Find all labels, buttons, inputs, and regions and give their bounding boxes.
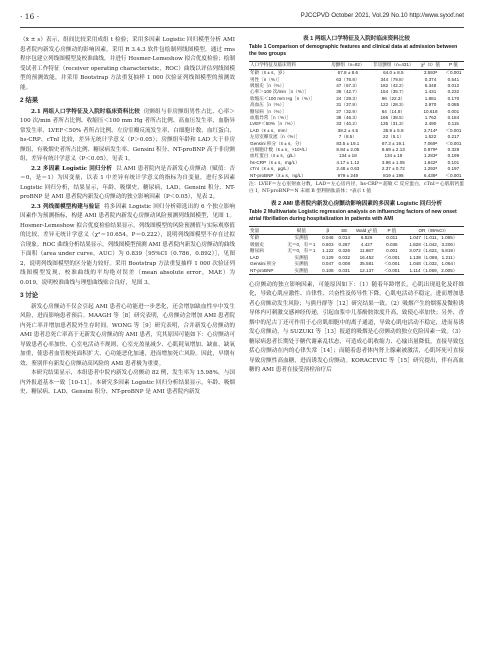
table-cell: 16.452 (359, 254, 374, 260)
table-cell: ＜0.001 (443, 173, 464, 180)
table-cell: 1.522 (424, 134, 437, 140)
table-cell: 血红蛋白（x̄ ± s，g/L） (250, 153, 299, 159)
table-cell: 1.642ᵃ (423, 159, 438, 165)
table-cell: 166（38.5） (380, 115, 407, 121)
table-cell: 134 ± 18 (338, 153, 357, 159)
table-cell: 0.108 (320, 268, 336, 275)
table-cell: 31（37.8） (336, 102, 360, 108)
table-cell: 7.069ᵃ (423, 140, 438, 146)
table-cell: 0.008 (338, 261, 350, 267)
table-cell: 2.48 ± 0.63 (336, 166, 360, 172)
table-header-cell: 房颤组（n=82） (327, 61, 368, 69)
table-cell: 实测值 (294, 261, 309, 267)
paragraph (20, 165, 235, 203)
table-cell: 白细胞计数（x̄ ± s，×10⁹/L） (250, 147, 311, 153)
table-cell: ＜0.001 (381, 268, 403, 275)
table1-caption (249, 36, 464, 59)
table1-caption-en: Table 1 Comparison of demographic features and clinical data at admission between the two groups (249, 43, 458, 58)
paragraph-text: 房颤组与非房颤组男性占比、心率＞100 次/min 者所占比例、收缩压＜100 mm Hg 者所占比例、高血压发生率、血脂异常发生率、LVEF＜50% 者所占比例、左房室瓣反流发生率、白细胞计数、血红蛋白、hs-CRP、cTnI 比较，差异无统计学意义（P＞0.05）；房颤组年龄和 LAD 大于非房颤组，有吸烟史者所占比例、糖尿病发生率、Gensini 积分、NT-proBNP 高于非房颤组，差异有统计学意义（P＜0.05），见表 1。 (20, 108, 235, 162)
table-row (249, 268, 464, 275)
table-cell: 无＝0，有＝1 (287, 248, 316, 254)
table-cell: 8.94 ± 2.05 (336, 147, 360, 153)
table-cell: 0.328 (447, 147, 460, 153)
table-cell: 高血压［n（%）］ (250, 102, 287, 108)
table-cell: cTnI（x̄ ± s，μg/L） (250, 166, 292, 172)
table-cell: 1.283ᵃ (423, 153, 438, 159)
table-cell: ＜0.001 (445, 70, 462, 76)
table-cell: 0.129 (322, 254, 334, 260)
table-cell: 38.2 ± 4.5 (337, 127, 359, 133)
table-cell: 135（31.3） (380, 121, 407, 127)
table-cell: 实测值 (283, 268, 320, 275)
table-cell: 83.5 ± 19.1 (336, 140, 360, 146)
table-cell: 67.8 ± 8.6 (337, 70, 359, 76)
table-cell: NT-proBNP（x̄ ± s，ng/L） (249, 173, 327, 180)
table-cell: 96（22.3） (381, 95, 405, 101)
paragraph: 新发心房颤动不仅会引起 AMI 患者心功能进一步恶化，还会增加缺血性卒中发生风险，进而影响患者预后。MAAGH 等［8］研究表明，心房颤动会增加 AMI 患者院内死亡率并增加患者院外生存时间。WONG 等［9］研究表明，合并新发心房颤动的 AMI 患者总死亡率高于无新发心房颤动的 AMI 患者，究其原因可能如下：心房颤动可导致患者心率加快、心室电活动不规则、心室充盈量减少、心肌耗氧增加、缺血、缺氧加重，使患者血管梗死面积扩大、心功能恶化加速，进而增加死亡风险。因此，早期有效、鉴别伴有新发心房颤动高风险的 AMI 患者极为重要。 (20, 303, 235, 367)
right-column (249, 36, 464, 376)
table-header-cell: 赋值 (283, 227, 320, 235)
table-cell: 0.032 (338, 254, 350, 260)
table-cell: 0.085 (447, 102, 460, 108)
table-cell: 0.603 (322, 241, 334, 247)
table-cell: 6.438ᵃ (418, 173, 443, 180)
table-cell: 1.828（1.042，3.206） (409, 241, 458, 247)
table-cell: Gensini 积分（x̄ ± s，分） (250, 140, 305, 146)
table-cell: 35.9 ± 5.8 (383, 127, 404, 133)
table-cell: 左房室瓣反流［n（%）］ (250, 134, 301, 140)
table-cell: ＜0.001 (445, 127, 462, 133)
table-cell: 0.184 (447, 115, 460, 121)
table1-caption-cn: 表 1 两组人口学特征及入院时临床资料比较 (303, 36, 410, 42)
table-cell: 12.137 (352, 268, 380, 275)
table-cell: hs-CRP（x̄ ± s，mg/L） (250, 159, 300, 165)
section-heading: 2 结果 (20, 97, 39, 104)
table-cell: 3.072（1.622，5.819） (409, 248, 458, 254)
table-cell: 1.762 (424, 115, 437, 121)
table-row (249, 70, 464, 77)
table-cell: 吸烟史 (250, 241, 264, 247)
table-cell: 收缩压＜100 mm Hg［n（%）］ (250, 95, 315, 101)
table-cell: 0.232 (447, 89, 460, 95)
table-header-cell: OR（95%CI） (403, 227, 464, 235)
table-cell: 1.292ᵃ (423, 166, 438, 172)
table-cell: 22（5.1） (383, 134, 404, 140)
paragraph: 本研究结果显示，本组患者中院内新发心房颤动 82 例，发生率为 15.98%，与国内外报道基本一致［10-11］。本研究多因素 Logistic 回归分析结果显示，年龄、吸烟史、糖尿病、LAD、Gensini 积分、NT-proBNP 是 AMI 患者院内新发 (20, 370, 235, 395)
table-header-cell: β (320, 227, 336, 235)
header-rule (20, 27, 464, 28)
subsection-heading: 2.1 两组人口学特征及入院时临床资料比较 (31, 108, 140, 115)
table-cell: 0.287 (338, 241, 350, 247)
table-cell: 819 ± 198 (369, 173, 419, 180)
table-cell: 6.526 (360, 235, 373, 241)
table-cell: ＜0.001 (383, 261, 400, 267)
table-cell: 0.011 (386, 235, 398, 241)
table-row (249, 173, 464, 180)
table-cell: 0.012 (447, 83, 460, 88)
table-header-cell: 人口学特征及临床资料 (249, 61, 327, 69)
paragraph-text: 以 AMI 患者院内是否新发心房颤动（赋值：否＝0，是＝1）为因变量，以表 1 中差异有统计学意义的指标为自变量，进行多因素 Logistic 回归分析，结果显示，年龄、吸烟史、糖尿病、LAD、Gensini 积分、NT-proBNP 是 AMI 患者院内新发心房颤动的独立影响因素（P＜0.05），见表 2。 (20, 165, 235, 200)
table-cell: 64.0 ± 8.5 (383, 70, 404, 76)
table-cell: 0.001 (386, 248, 398, 254)
table-cell: 3.714ᵃ (423, 127, 438, 133)
table2-caption-cn: 表 2 AMI 患者院内新发心房颤动影响因素的多因素 Logistic 回归分析 (270, 201, 443, 208)
table-cell: 0.014 (338, 235, 350, 241)
table-cell: 33（40.2） (336, 121, 360, 127)
page-number: · 16 · (20, 12, 40, 21)
table-cell: 3.593ᵃ (423, 70, 438, 76)
table-cell: 1.114（1.069，2.005） (403, 268, 464, 275)
table1-note: 注：LVEF＝左心室射血分数，LAD＝左心房内径，hs-CRP＝超敏 C 反应蛋白，cTnI＝心肌肌钙蛋白 I，NT-proBNP＝N 末端 B 型利钠肽前体；ᵃ表示 t 值 (249, 182, 464, 194)
table-cell: 979 ± 249 (327, 173, 368, 180)
left-column (20, 36, 235, 398)
subsection-heading: 2.3 列线图模型构建与验证 (31, 203, 101, 210)
journal-info: PJCCPVD October 2021, Vol.29 No.10 http://www.syxxf.net (300, 12, 464, 19)
paragraph (20, 108, 235, 165)
table-cell: 63（76.8） (336, 76, 360, 82)
table-cell: 1.122 (322, 248, 334, 254)
table-cell: 7（8.5） (338, 134, 357, 140)
table-row (249, 134, 464, 140)
table-cell: 心率＞100 次/min［n（%）］ (250, 89, 309, 95)
table-cell: ＜0.001 (445, 140, 462, 146)
table-header-cell: Wald χ² 值 (352, 227, 380, 235)
table-cell: LAD (250, 254, 259, 260)
table-cell: 0.326 (338, 248, 350, 254)
table-cell: 35.581 (359, 261, 374, 267)
table-cell: 8.69 ± 2.13 (381, 147, 405, 153)
table-cell: 2.490 (424, 121, 437, 127)
table-row (249, 102, 464, 108)
paragraph: 心房颤动的独立影响因素，可能原因如下：（1）随着年龄增长，心肌出现退化及纤维化，导致心肌应激性、自律性、兴奋性及传导性下降，心肌电活动不稳定，进而增加患者心房颤动发生风险；与熊丹群等［12］研究结果一致。（2）吸烟产生的烟雾及微粒诱导体内可刺激交感神经传递，引起血浆中儿茶酚胺浓度升高，致使心率加快；另外，香烟中的尼古丁还可作用于心房肌细胞中的离子通道，导致心肌电活动不稳定，进而易诱发心房颤动，与 SUZUKI 等［13］报道的吸烟是心房颤动的独立危险因素一致。（3）糖尿病患者长期处于糖代谢紊乱状态，可造成心肌收缩力、心输出量降低，直接导致包括心房颤动在内的心律失常［14］；而随着患者体内肾上腺素被激活，心肌坏死可直接导致房颤性高血糖，进而诱发心房颤动。KORACEVIC 等［15］研究提出，伴有高血糖的 AMI 患者在接受溶栓治疗后 (249, 281, 464, 374)
table-row (249, 121, 464, 127)
table-cell: 47（57.3） (336, 83, 360, 88)
table-row (249, 235, 464, 242)
table-cell: 0.001 (447, 108, 460, 114)
table-cell: 10.618 (423, 108, 438, 114)
table-cell: ＜0.001 (383, 254, 400, 260)
table-cell: 27（32.9） (336, 108, 360, 114)
table-cell: 0.031 (336, 268, 352, 275)
table-cell: 1.048（1.032，1.064） (409, 261, 458, 267)
table-cell: 0.217 (447, 134, 460, 140)
table-cell: 年龄（x̄ ± s，岁） (250, 70, 288, 76)
table-row (249, 89, 464, 95)
table-cell: 2.970 (424, 102, 437, 108)
table-cell: 0.199 (447, 153, 460, 159)
table-cell: 0.374 (424, 76, 437, 82)
table-cell: 67.3 ± 19.1 (381, 140, 405, 146)
table-cell: 134 ± 19 (384, 153, 403, 159)
table-header-cell: 变量 (249, 227, 283, 235)
paragraph-text: 将多因素 Logistic 回归分析筛选出的 6 个独立影响因素作为预测指标，构建 AMI 患者院内新发心房颤动风险预测列线图模型，见图 1。Hosmer-Lemeshow 拟合优度检验结果显示，列线图模型的风险预测值与实际观察值的比较，差异无统计学意义（χ²＝10.654，P＝0.222），说明列线图模型不存在过拟合现象。ROC 曲线分析结果显示，列线图模型预测 AMI 患者院内新发心房颤动的曲线下面积（area under curve，AUC）为 0.839［95%CI（0.786，0.892）］，见图 2，说明列线图模型的区分能力较好。采用 Bootstrap 方法重复抽样 1 000 次验证列线图模型发现，校准曲线的平均绝对误差（mean absolute error，MAE）为 0.019，说明校准曲线与理想曲线贴合良好，见图 3。 (20, 203, 235, 286)
table-cell: 男性［n（%）］ (250, 76, 282, 82)
paragraph: （x̄ ± s）表示，组间比较采用成组 t 检验；采用多因素 Logistic 回归模型分析 AMI 患者院内新发心房颤动的影响因素。采用 R 3.4.3 软件包绘制列线图模型，通过 rms 程序包建立列线图模型及校准曲线，并进行 Hosmer-Lemeshow 拟合优度检验；绘制受试者工作特征（receiver operating characteristic，ROC）曲线以评估列线图模型的预测效能，并采用 Bootstrap 方法重复抽样 1 000 次验证列线图模型的预测效能。 (20, 37, 235, 91)
table-cell: 38（46.3） (336, 115, 360, 121)
table-cell: 血脂异常［n（%）］ (250, 115, 292, 121)
table-cell: 0.541 (447, 76, 460, 82)
table-cell: 0.101 (447, 159, 460, 165)
table-cell: 122（28.3） (380, 102, 407, 108)
table-cell: 糖尿病 (250, 248, 264, 254)
table-cell: LAD（x̄ ± s，mm） (250, 127, 291, 133)
table-row (249, 153, 464, 159)
table-cell: 1.881 (424, 95, 437, 101)
table-cell: 0.047 (322, 261, 334, 267)
table-cell: 3.96 ± 1.05 (381, 159, 405, 165)
table2-caption (249, 201, 464, 224)
table1 (249, 61, 464, 180)
table-cell: 吸烟史［n（%）］ (250, 83, 287, 88)
table-cell: 11.867 (359, 248, 374, 254)
table-cell: 0.115 (447, 121, 459, 127)
section-heading: 3 讨论 (20, 292, 39, 299)
table-cell: 4.427 (360, 241, 373, 247)
table-cell: 1.047（1.011，1.085） (409, 235, 458, 241)
table-cell: 1.138（1.069，1.211） (409, 254, 458, 260)
table-cell: 年龄 (250, 235, 260, 241)
table-header-cell: SE (336, 227, 352, 235)
table-cell: 0.035 (386, 241, 398, 247)
table-header-cell: χ²（t）值 (418, 61, 443, 69)
table-cell: 182（42.2） (380, 83, 407, 88)
table2-caption-en: Table 2 Multivariate Logistic regression analysis on influencing factors of new onset atrial fibrillation during hospitalization in patients with AMI (249, 208, 457, 223)
table-header-cell: 非房颤组（n=431） (369, 61, 419, 69)
table-cell: 6.348 (424, 83, 437, 88)
table-cell: 0.046 (322, 235, 334, 241)
table-cell: 1.431 (424, 89, 437, 95)
table-cell: 35（42.7） (336, 89, 360, 95)
table-header-cell: P 值 (381, 227, 403, 235)
table-row (249, 166, 464, 172)
table-cell: 实测值 (294, 254, 309, 260)
table-cell: NT-proBNP (249, 268, 283, 275)
table-cell: 糖尿病［n（%）］ (250, 108, 287, 114)
table-header-cell: P 值 (443, 61, 464, 69)
table2 (249, 226, 464, 275)
table-cell: LVEF＜50%［n（%）］ (250, 121, 298, 127)
table-cell: 64（14.8） (381, 108, 405, 114)
table-cell: Gensini 积分 (250, 261, 277, 267)
table-cell: 0.197 (447, 166, 460, 172)
page-header (20, 12, 464, 26)
paragraph (20, 203, 235, 289)
table-cell: 实测值 (294, 235, 309, 241)
table-cell: 0.170 (447, 95, 460, 101)
table-cell: 24（29.3） (336, 95, 360, 101)
table-cell: 4.17 ± 1.12 (336, 159, 360, 165)
subsection-heading: 2.2 多因素 Logistic 回归分析 (31, 165, 113, 172)
table-cell: 0.979ᵃ (423, 147, 438, 153)
table-cell: 154（35.7） (380, 89, 407, 95)
table-cell: 344（79.8） (380, 76, 407, 82)
table-cell: 2.37 ± 0.72 (381, 166, 405, 172)
table-cell: 无＝0，有＝1 (287, 241, 316, 247)
